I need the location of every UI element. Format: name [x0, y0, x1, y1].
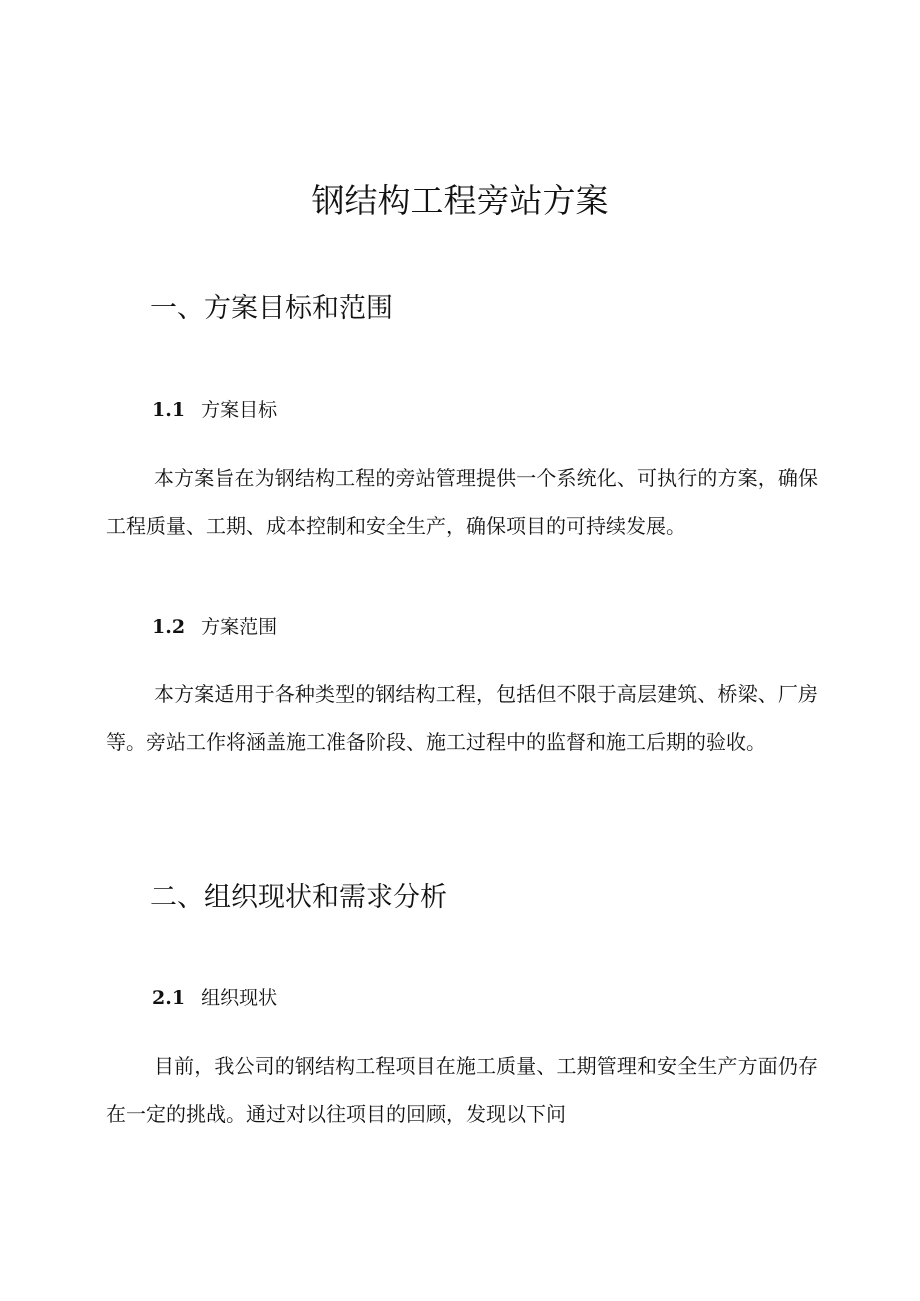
subsection-title: 组织现状	[201, 987, 278, 1009]
paragraph-2-1: 目前，我公司的钢结构工程项目在施工质量、工期管理和安全生产方面仍存在一定的挑战。通过对以往项目的回顾，发现以下问	[106, 1054, 818, 1126]
subsection-number: 2.1	[152, 987, 186, 1009]
subsection-title: 方案目标	[201, 399, 278, 421]
paragraph-1-1: 本方案旨在为钢结构工程的旁站管理提供一个系统化、可执行的方案，确保工程质量、工期、成本控制和安全生产，确保项目的可持续发展。	[106, 466, 818, 538]
subsection-number: 1.2	[152, 616, 186, 638]
section-heading-1: 一、方案目标和范围	[150, 293, 393, 324]
subsection-heading-1-2	[152, 614, 277, 640]
subsection-number: 1.1	[152, 399, 186, 421]
subsection-heading-1-1	[152, 397, 277, 423]
document-title: 钢结构工程旁站方案	[311, 181, 609, 220]
section-heading-2: 二、组织现状和需求分析	[150, 882, 447, 913]
paragraph-1-2: 本方案适用于各种类型的钢结构工程，包括但不限于高层建筑、桥梁、厂房等。旁站工作将涵盖施工准备阶段、施工过程中的监督和施工后期的验收。	[106, 682, 818, 754]
subsection-title: 方案范围	[201, 616, 278, 638]
subsection-heading-2-1	[152, 985, 277, 1011]
